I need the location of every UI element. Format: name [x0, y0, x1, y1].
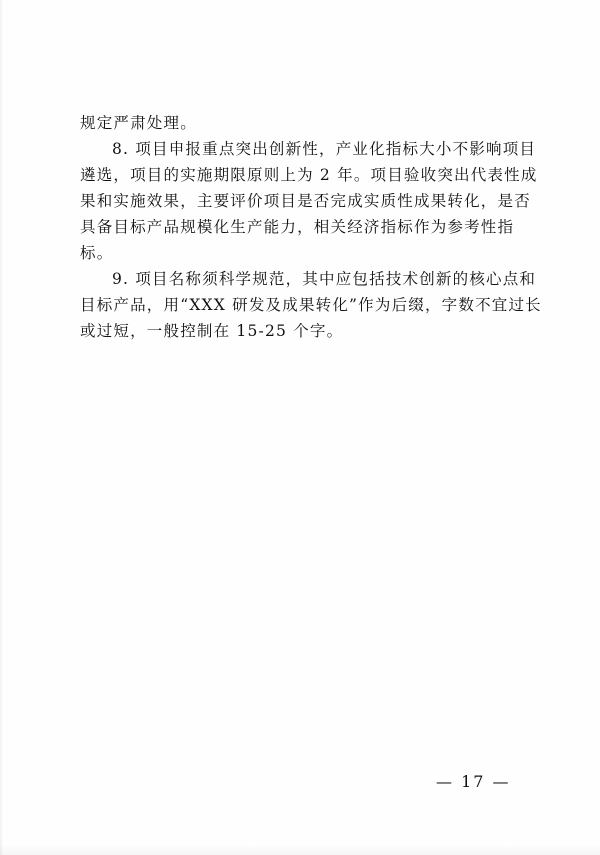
scan-bottom-edge — [0, 845, 600, 855]
scan-left-edge — [0, 0, 3, 855]
text-line-item-8: 遴选，项目的实施期限原则上为 2 年。项目验收突出代表性成 — [80, 166, 538, 184]
text-line-item-8: 果和实施效果，主要评价项目是否完成实质性成果转化，是否 — [80, 192, 531, 210]
text-line-item-8-end: 标。 — [80, 244, 114, 262]
text-line-item-8: 具备目标产品规模化生产能力，相关经济指标作为参考性指 — [80, 218, 515, 236]
text-line-item-8-start: 8. 项目申报重点突出创新性，产业化指标大小不影响项目 — [112, 140, 537, 158]
text-line-item-9: 目标产品，用“XXX 研发及成果转化”作为后缀，字数不宜过长 — [80, 296, 542, 314]
text-line-item-9-start: 9. 项目名称须科学规范，其中应包括技术创新的核心点和 — [112, 270, 537, 288]
text-line-item-9-end: 或过短，一般控制在 15-25 个字。 — [80, 322, 344, 340]
page-number: — 17 — — [436, 772, 511, 791]
document-body — [80, 110, 542, 344]
text-line-continuation: 规定严肃处理。 — [80, 114, 197, 132]
